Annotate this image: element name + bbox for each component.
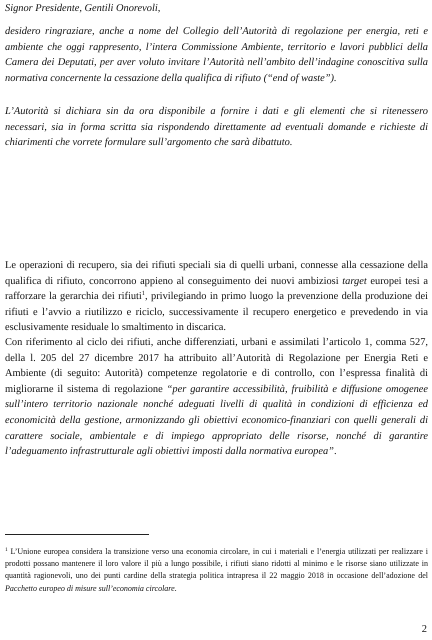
waste-cycle-text: Con riferimento al ciclo dei rifiuti, anche differenziati, urbani e assimilati l’articolo 1, comma 527, della l. 205 del 27 dicembre 2017 ha attribuito all’Autorità di Regolazione per Energia Reti e Ambiente (di seguito: Autorità) competenze regolatorie e di controllo, con l’espressa finalità di migliorarne il sistema di regolazione <box>5 337 428 395</box>
footnote-text-end: . <box>174 583 177 593</box>
recovery-text-c: , privilegiando in primo luogo la prevenzione della produzione dei rifiuti e l’avvio a riutilizzo e riciclo, successivamente il recupero energetico e prevedendo in via esclusivamente residuale lo smaltimento in discarica. <box>5 291 428 334</box>
footnote-italic-title: Pacchetto europeo di misure sull’economia circolare <box>5 583 175 593</box>
recovery-text-b: europei tesi a rafforzare la gerarchia dei rifiuti <box>5 275 428 303</box>
footnote <box>5 546 428 595</box>
footnote-reference[interactable]: 1 <box>141 290 146 298</box>
target-term: target <box>342 275 367 287</box>
legal-quote: “per garantire accessibilità, fruibilità e diffusione omogenee sull’intero territorio nazionale nonché adeguati livelli di qualità in condizioni di efficienza ed economicità della gestione, armonizzando gli obiettivi economico-finanziari con quelli generali di carattere sociale, ambientale e di impiego appropriato delle risorse, nonché di garantire l’adeguamento infrastrutturale agli obiettivi imposti dalla normativa europea” <box>5 383 428 458</box>
footnote-mark: 1 <box>5 547 8 553</box>
recovery-text-a: Le operazioni di recupero, sia dei rifiuti speciali sia di quelli urbani, connesse alla cessazione della qualifica di rifiuto, concorrono appieno al conseguimento dei nuovi ambiziosi <box>5 260 428 287</box>
availability-paragraph: L’Autorità si dichiara sin da ora disponibile a fornire i dati e gli elementi che si ritenessero necessari, sia in forma scritta sia rispondendo direttamente ad eventuali domande e richieste di chiarimenti che vorrete formulare sull’argomento che sarà dibattuto. <box>5 106 428 149</box>
waste-cycle-end: . <box>333 446 337 458</box>
footnote-separator <box>5 534 149 535</box>
page-number: 2 <box>421 624 427 635</box>
salutation: Signor Presidente, Gentili Onorevoli, <box>5 3 161 14</box>
waste-cycle-paragraph <box>5 335 428 460</box>
footnote-text-a: L’Unione europea considera la transizione verso una economia circolare, in cui i materiali e l’energia utilizzati per realizzare i prodotti possano mantenere il loro valore il più a lungo possibile, i rifiuti siano ridotti al minimo e le risorse siano utilizzate in quantità ragionevoli, uno dei punti cardine della strategia politica intrapresa il 22 maggio 2018 in occasione dell’adozione del <box>5 547 428 581</box>
intro-paragraph: desidero ringraziare, anche a nome del Collegio dell’Autorità di regolazione per energia, reti e ambiente che oggi rappresento, l’intera Commissione Ambiente, territorio e lavori pubblici della Camera dei Deputati, per aver voluto invitare l’Autorità nell’ambito dell’indagine conoscitiva sulla normativa concernente la cessazione della qualifica di rifiuto (“end of waste”). <box>5 26 428 84</box>
recovery-paragraph <box>5 258 428 336</box>
